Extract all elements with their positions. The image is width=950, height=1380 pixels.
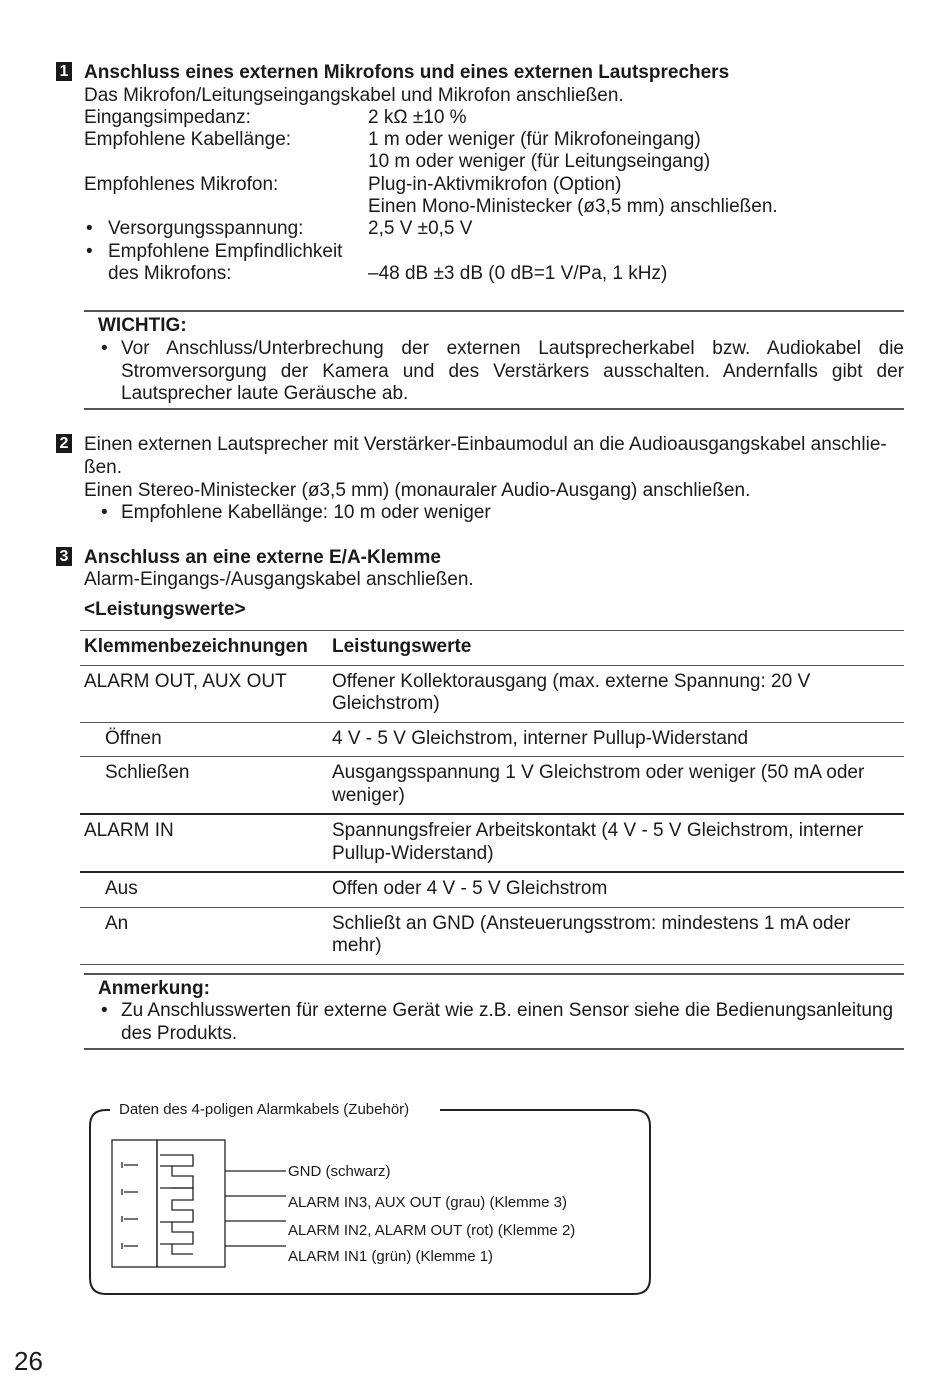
table-cell-value: Offen oder 4 V - 5 V Gleichstrom bbox=[328, 872, 904, 907]
important-text: Vor Anschluss/Unterbrechung der externen Lautsprecherkabel bzw. Audiokabel die Stromversorgung der Kamera und des Verstärkers ausschalten. Andernfalls gibt der Lautsprecher laute Geräusche ab. bbox=[121, 338, 904, 404]
table-cell-name: Aus bbox=[80, 872, 328, 907]
table-cell-value: Offener Kollektorausgang (max. externe Spannung: 20 V Gleichstrom) bbox=[328, 665, 904, 722]
table-cell-name: ALARM OUT, AUX OUT bbox=[80, 665, 328, 722]
page-number: 26 bbox=[14, 1346, 43, 1376]
table-cell-name: ALARM IN bbox=[80, 814, 328, 872]
diagram-title: Daten des 4-poligen Alarmkabels (Zubehör) bbox=[116, 1101, 412, 1119]
section-2-bullet: Empfohlene Kabellänge: 10 m oder weniger bbox=[121, 502, 491, 523]
bullet-dot: • bbox=[101, 1000, 108, 1021]
section-1-intro: Das Mikrofon/Leitungseingangskabel und Mikrofon anschließen. bbox=[84, 85, 624, 106]
spec-value-supply-voltage: 2,5 V ±0,5 V bbox=[368, 218, 473, 239]
spec-label-sensitivity-2: des Mikrofons: bbox=[108, 263, 232, 284]
table-cell-name: Schließen bbox=[80, 757, 328, 815]
spec-label-impedance: Eingangsimpedanz: bbox=[84, 107, 251, 128]
section-3-marker: 3 bbox=[56, 547, 72, 566]
bullet-dot: • bbox=[86, 241, 93, 262]
spec-label-microphone: Empfohlenes Mikrofon: bbox=[84, 174, 279, 195]
section-3-title: Anschluss an eine externe E/A-Klemme bbox=[84, 547, 441, 568]
bullet-dot: • bbox=[101, 502, 108, 523]
note-text: Zu Anschlusswerten für externe Gerät wie z.B. einen Sensor siehe die Bedienungsanleitung des Produkts. bbox=[121, 1000, 894, 1044]
table-cell-value: Schließt an GND (Ansteuerungsstrom: mindestens 1 mA oder mehr) bbox=[328, 907, 904, 964]
spec-label-supply-voltage: Versorgungsspannung: bbox=[108, 218, 304, 239]
important-title: WICHTIG: bbox=[98, 315, 187, 336]
section-1-title: Anschluss eines externen Mikrofons und eines externen Lautsprechers bbox=[84, 62, 730, 83]
table-cell-value: Spannungsfreier Arbeitskontakt (4 V - 5 V Gleichstrom, interner Pullup-Widerstand) bbox=[328, 814, 904, 872]
wire-label-in2: ALARM IN2, ALARM OUT (rot) (Klemme 2) bbox=[288, 1222, 576, 1239]
table-cell-name: Öffnen bbox=[80, 722, 328, 757]
section-1-marker: 1 bbox=[56, 62, 72, 81]
section-2-text-2: Einen Stereo-Ministecker (ø3,5 mm) (monauraler Audio-Ausgang) anschließen. bbox=[84, 480, 751, 501]
bullet-dot: • bbox=[101, 338, 108, 359]
section-2-text: Einen externen Lautsprecher mit Verstärker-Einbaumodul an die Audioausgangskabel anschlie-ßen. bbox=[84, 434, 887, 478]
note-title: Anmerkung: bbox=[98, 978, 210, 999]
connector-icon bbox=[112, 1140, 225, 1267]
table-header-values: Leistungswerte bbox=[328, 631, 904, 666]
wire-label-in1: ALARM IN1 (grün) (Klemme 1) bbox=[288, 1248, 494, 1265]
bullet-dot: • bbox=[86, 218, 93, 239]
spec-value-microphone: Plug-in-Aktivmikrofon (Option) bbox=[368, 174, 622, 195]
spec-label-sensitivity-1: Empfohlene Empfindlichkeit bbox=[108, 241, 343, 262]
table-header-terminal: Klemmenbezeichnungen bbox=[80, 631, 328, 666]
section-3-intro: Alarm-Eingangs-/Ausgangskabel anschließen. bbox=[84, 569, 474, 590]
spec-value-sensitivity: –48 dB ±3 dB (0 dB=1 V/Pa, 1 kHz) bbox=[368, 263, 668, 284]
wire-label-gnd: GND (schwarz) bbox=[288, 1163, 391, 1180]
table-cell-name: An bbox=[80, 907, 328, 964]
table-subheading: <Leistungswerte> bbox=[84, 599, 246, 620]
spec-value-impedance: 2 kΩ ±10 % bbox=[368, 107, 467, 128]
spec-label-cable-length: Empfohlene Kabellänge: bbox=[84, 129, 292, 150]
spec-value-microphone-plug: Einen Mono-Ministecker (ø3,5 mm) anschließen. bbox=[368, 196, 778, 217]
wire-label-in3: ALARM IN3, AUX OUT (grau) (Klemme 3) bbox=[288, 1194, 567, 1211]
wire-leader-lines bbox=[225, 1171, 286, 1246]
table-cell-value: 4 V - 5 V Gleichstrom, interner Pullup-Widerstand bbox=[328, 722, 904, 757]
section-2-marker: 2 bbox=[56, 434, 72, 453]
spec-value-cable-length-mic: 1 m oder weniger (für Mikrofoneingang) bbox=[368, 129, 701, 150]
spec-value-cable-length-line: 10 m oder weniger (für Leitungseingang) bbox=[368, 151, 711, 172]
table-cell-value: Ausgangsspannung 1 V Gleichstrom oder weniger (50 mA oder weniger) bbox=[328, 757, 904, 815]
